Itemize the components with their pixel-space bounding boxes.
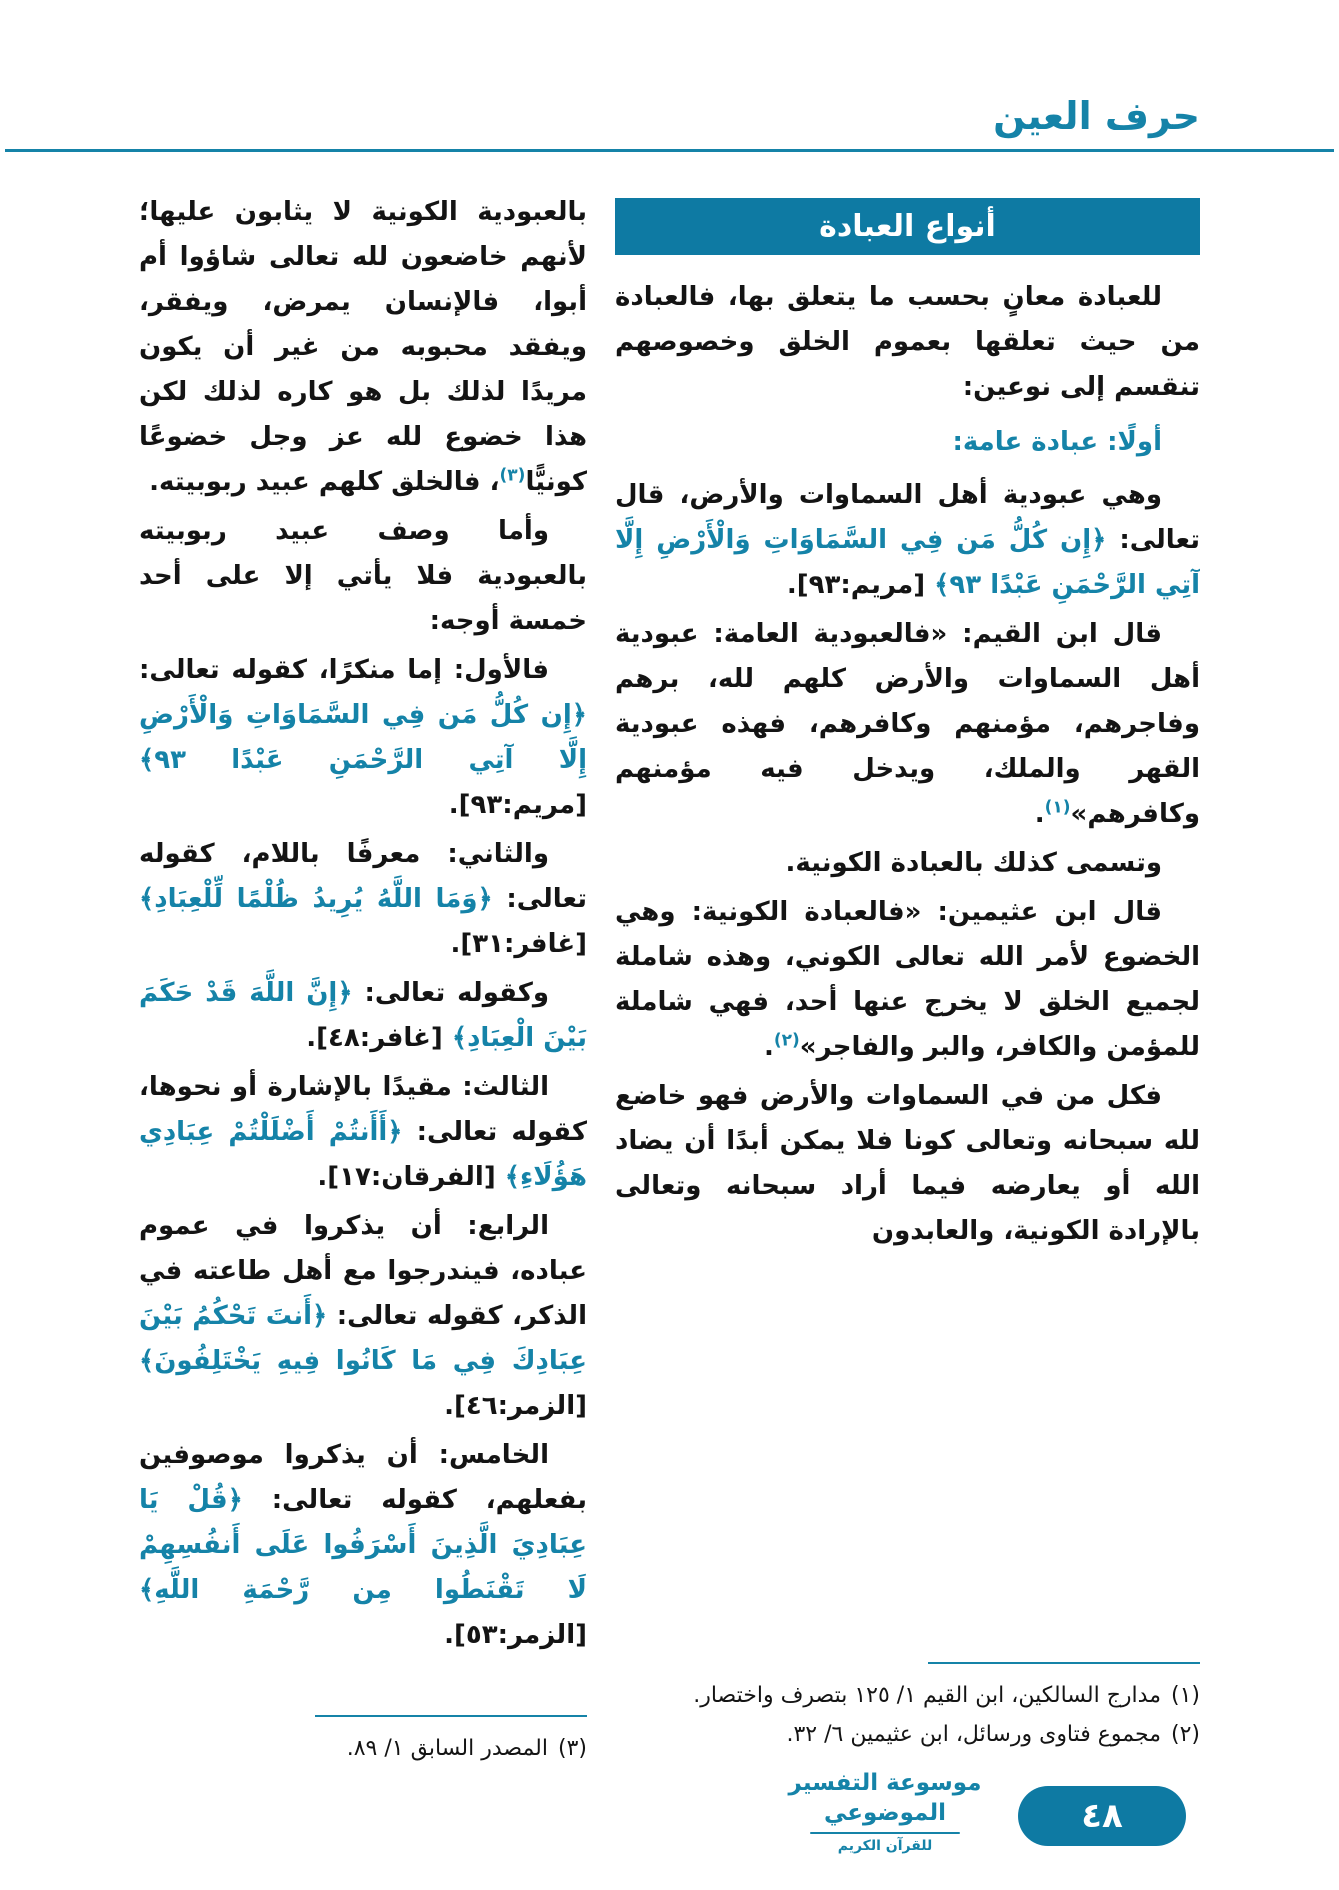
text-segment: فكل من في السماوات والأرض فهو خاضع لله سبحانه وتعالى كونا فلا يمكن أبدًا أن يضاد الله أو يعارضه فيما أراد سبحانه وتعالى بالإرادة الكونية، والعابدون (615, 1081, 1200, 1246)
paragraph-ibn-qayyim (615, 612, 1200, 837)
page-number-badge (1018, 1786, 1186, 1846)
heading-general-worship (615, 420, 1200, 465)
left-column-text (139, 190, 587, 1715)
text-segment: بالعبودية الكونية لا يثابون عليها؛ لأنهم خاضعون لله تعالى شاؤوا أم أبوا، فالإنسان يمرض، ويفقر، ويفقد محبوبه من غير أن يكون مريدًا لذلك بل هو كاره لذلك لكن هذا خضوع لله عز وجل خضوعًا كونيًّا (139, 197, 587, 497)
quran-verse: ﴿أَأَنتُمْ أَضْلَلْتُمْ عِبَادِي هَؤُلَاءِ﴾ (139, 1117, 587, 1192)
footnote (139, 1731, 587, 1766)
paragraph-definition (615, 473, 1200, 608)
quran-verse: ﴿إِنَّ اللَّهَ قَدْ حَكَمَ بَيْنَ الْعِبَادِ﴾ (139, 978, 587, 1053)
text-segment: وهي عبودية أهل السماوات والأرض، قال تعالى: (615, 480, 1200, 555)
paragraph-submission (615, 1074, 1200, 1254)
paragraph-fourth (139, 1204, 587, 1429)
text-segment: . (1034, 799, 1045, 829)
text-segment: الرابع: أن يذكروا في عموم عباده، فيندرجوا مع أهل طاعته في الذكر، كقوله تعالى: (139, 1211, 587, 1331)
footnote (615, 1678, 1200, 1713)
text-segment: . (763, 1032, 774, 1062)
footnote-text: مجموع فتاوى ورسائل، ابن عثيمين ٦/ ٣٢. (786, 1722, 1161, 1747)
text-segment: فالأول: إما منكرًا، كقوله تعالى: (139, 655, 549, 685)
right-footnotes (615, 1662, 1200, 1770)
paragraph-ibn-uthaymin (615, 890, 1200, 1070)
quran-verse: ﴿قُلْ يَا عِبَادِيَ الَّذِينَ أَسْرَفُوا عَلَى أَنفُسِهِمْ لَا تَقْنَطُوا مِن رَّحْمَةِ اللَّهِ﴾ (139, 1485, 587, 1605)
paragraph-first (139, 648, 587, 828)
verse-reference: [الفرقان:١٧]. (317, 1162, 505, 1192)
footnote-marker: (٢) (773, 1030, 800, 1051)
verse-reference: [غافر:٤٨]. (306, 1023, 452, 1053)
footnote-number: (٢) (1170, 1722, 1200, 1747)
page-number: ٤٨ (1081, 1796, 1123, 1836)
text-segment: ، فالخلق كلهم عبيد ربوبيته. (149, 467, 500, 497)
quran-verse: ﴿إِن كُلُّ مَن فِي السَّمَاوَاتِ وَالْأَرْضِ إِلَّا آتِي الرَّحْمَنِ عَبْدًا ٩٣﴾ (615, 525, 1200, 600)
text-segment: وتسمى كذلك بالعبادة الكونية. (785, 848, 1162, 878)
verse-reference: [غافر:٣١]. (450, 929, 587, 959)
footnote (615, 1717, 1200, 1752)
publisher-logo (770, 1768, 1000, 1854)
footnote-text: المصدر السابق ١/ ٨٩. (346, 1736, 548, 1761)
right-footnote-list (615, 1678, 1200, 1752)
paragraph-intro (615, 275, 1200, 410)
paragraph-continuation (139, 190, 587, 505)
verse-reference: [الزمر:٤٦]. (444, 1391, 587, 1421)
quran-verse: ﴿وَمَا اللَّهُ يُرِيدُ ظُلْمًا لِّلْعِبَادِ﴾ (139, 884, 493, 914)
verse-reference: [مريم:٩٣]. (786, 570, 935, 600)
footnote-text: مدارج السالكين، ابن القيم ١/ ١٢٥ بتصرف واختصار. (693, 1683, 1161, 1708)
verse-reference: [مريم:٩٣]. (448, 790, 587, 820)
right-column-text (615, 275, 1200, 1662)
paragraph-second (139, 832, 587, 967)
left-footnote-list (139, 1731, 587, 1766)
footnote-number: (٣) (557, 1736, 587, 1761)
footnote-number: (١) (1170, 1683, 1200, 1708)
footnote-marker: (١) (1044, 797, 1071, 818)
paragraph-cosmic-name (615, 841, 1200, 886)
footnote-separator (315, 1715, 587, 1717)
text-segment: قال ابن عثيمين: «فالعبادة الكونية: وهي الخضوع لأمر الله تعالى الكوني، وهذه شاملة لجميع الخلق لا يخرج عنها أحد، فهي شاملة للمؤمن والكافر، والبر والفاجر» (615, 897, 1200, 1062)
paragraph-five-aspects (139, 509, 587, 644)
paragraph-second-b (139, 971, 587, 1061)
section-title-banner: أنواع العبادة (615, 198, 1200, 255)
paragraph-third (139, 1065, 587, 1200)
text-segment: قال ابن القيم: «فالعبودية العامة: عبودية أهل السماوات والأرض كلهم لله، برهم وفاجرهم، مؤمنهم وكافرهم، فهذه عبودية القهر والملك، ويدخل فيه مؤمنهم وكافرهم» (615, 619, 1200, 829)
left-footnotes (139, 1715, 587, 1770)
footnote-separator (928, 1662, 1200, 1664)
logo-subtitle: للقرآن الكريم (837, 1838, 933, 1854)
logo-title: موسوعة التفسير الموضوعي (788, 1770, 982, 1826)
page-body (139, 190, 1200, 1770)
text-segment: وكقوله تعالى: (352, 978, 549, 1008)
header-rule (5, 149, 1334, 152)
paragraph-fifth (139, 1433, 587, 1658)
right-column (615, 190, 1200, 1770)
quran-verse: ﴿أَنتَ تَحْكُمُ بَيْنَ عِبَادِكَ فِي مَا كَانُوا فِيهِ يَخْتَلِفُونَ﴾ (139, 1301, 587, 1376)
chapter-header: حرف العين (993, 94, 1200, 138)
section-heading: أولًا: عبادة عامة: (952, 427, 1162, 457)
text-segment: وأما وصف عبيد ربوبيته بالعبودية فلا يأتي إلا على أحد خمسة أوجه: (139, 516, 587, 636)
quran-verse: ﴿إِن كُلُّ مَن فِي السَّمَاوَاتِ وَالْأَرْضِ إِلَّا آتِي الرَّحْمَنِ عَبْدًا ٩٣﴾ (139, 700, 587, 775)
text-segment: للعبادة معانٍ بحسب ما يتعلق بها، فالعبادة من حيث تعلقها بعموم الخلق وخصوصهم تنقسم إلى نوعين: (615, 282, 1200, 402)
verse-reference: [الزمر:٥٣]. (444, 1620, 587, 1650)
text-segment: الثالث: مقيدًا بالإشارة أو نحوها، كقوله تعالى: (139, 1072, 587, 1147)
logo-flourish (810, 1832, 960, 1834)
text-segment: والثاني: معرفًا باللام، كقوله تعالى: (139, 839, 587, 914)
footnote-marker: (٣) (499, 465, 526, 486)
text-segment: الخامس: أن يذكروا موصوفين بفعلهم، كقوله تعالى: (139, 1440, 587, 1515)
left-column (139, 190, 587, 1770)
